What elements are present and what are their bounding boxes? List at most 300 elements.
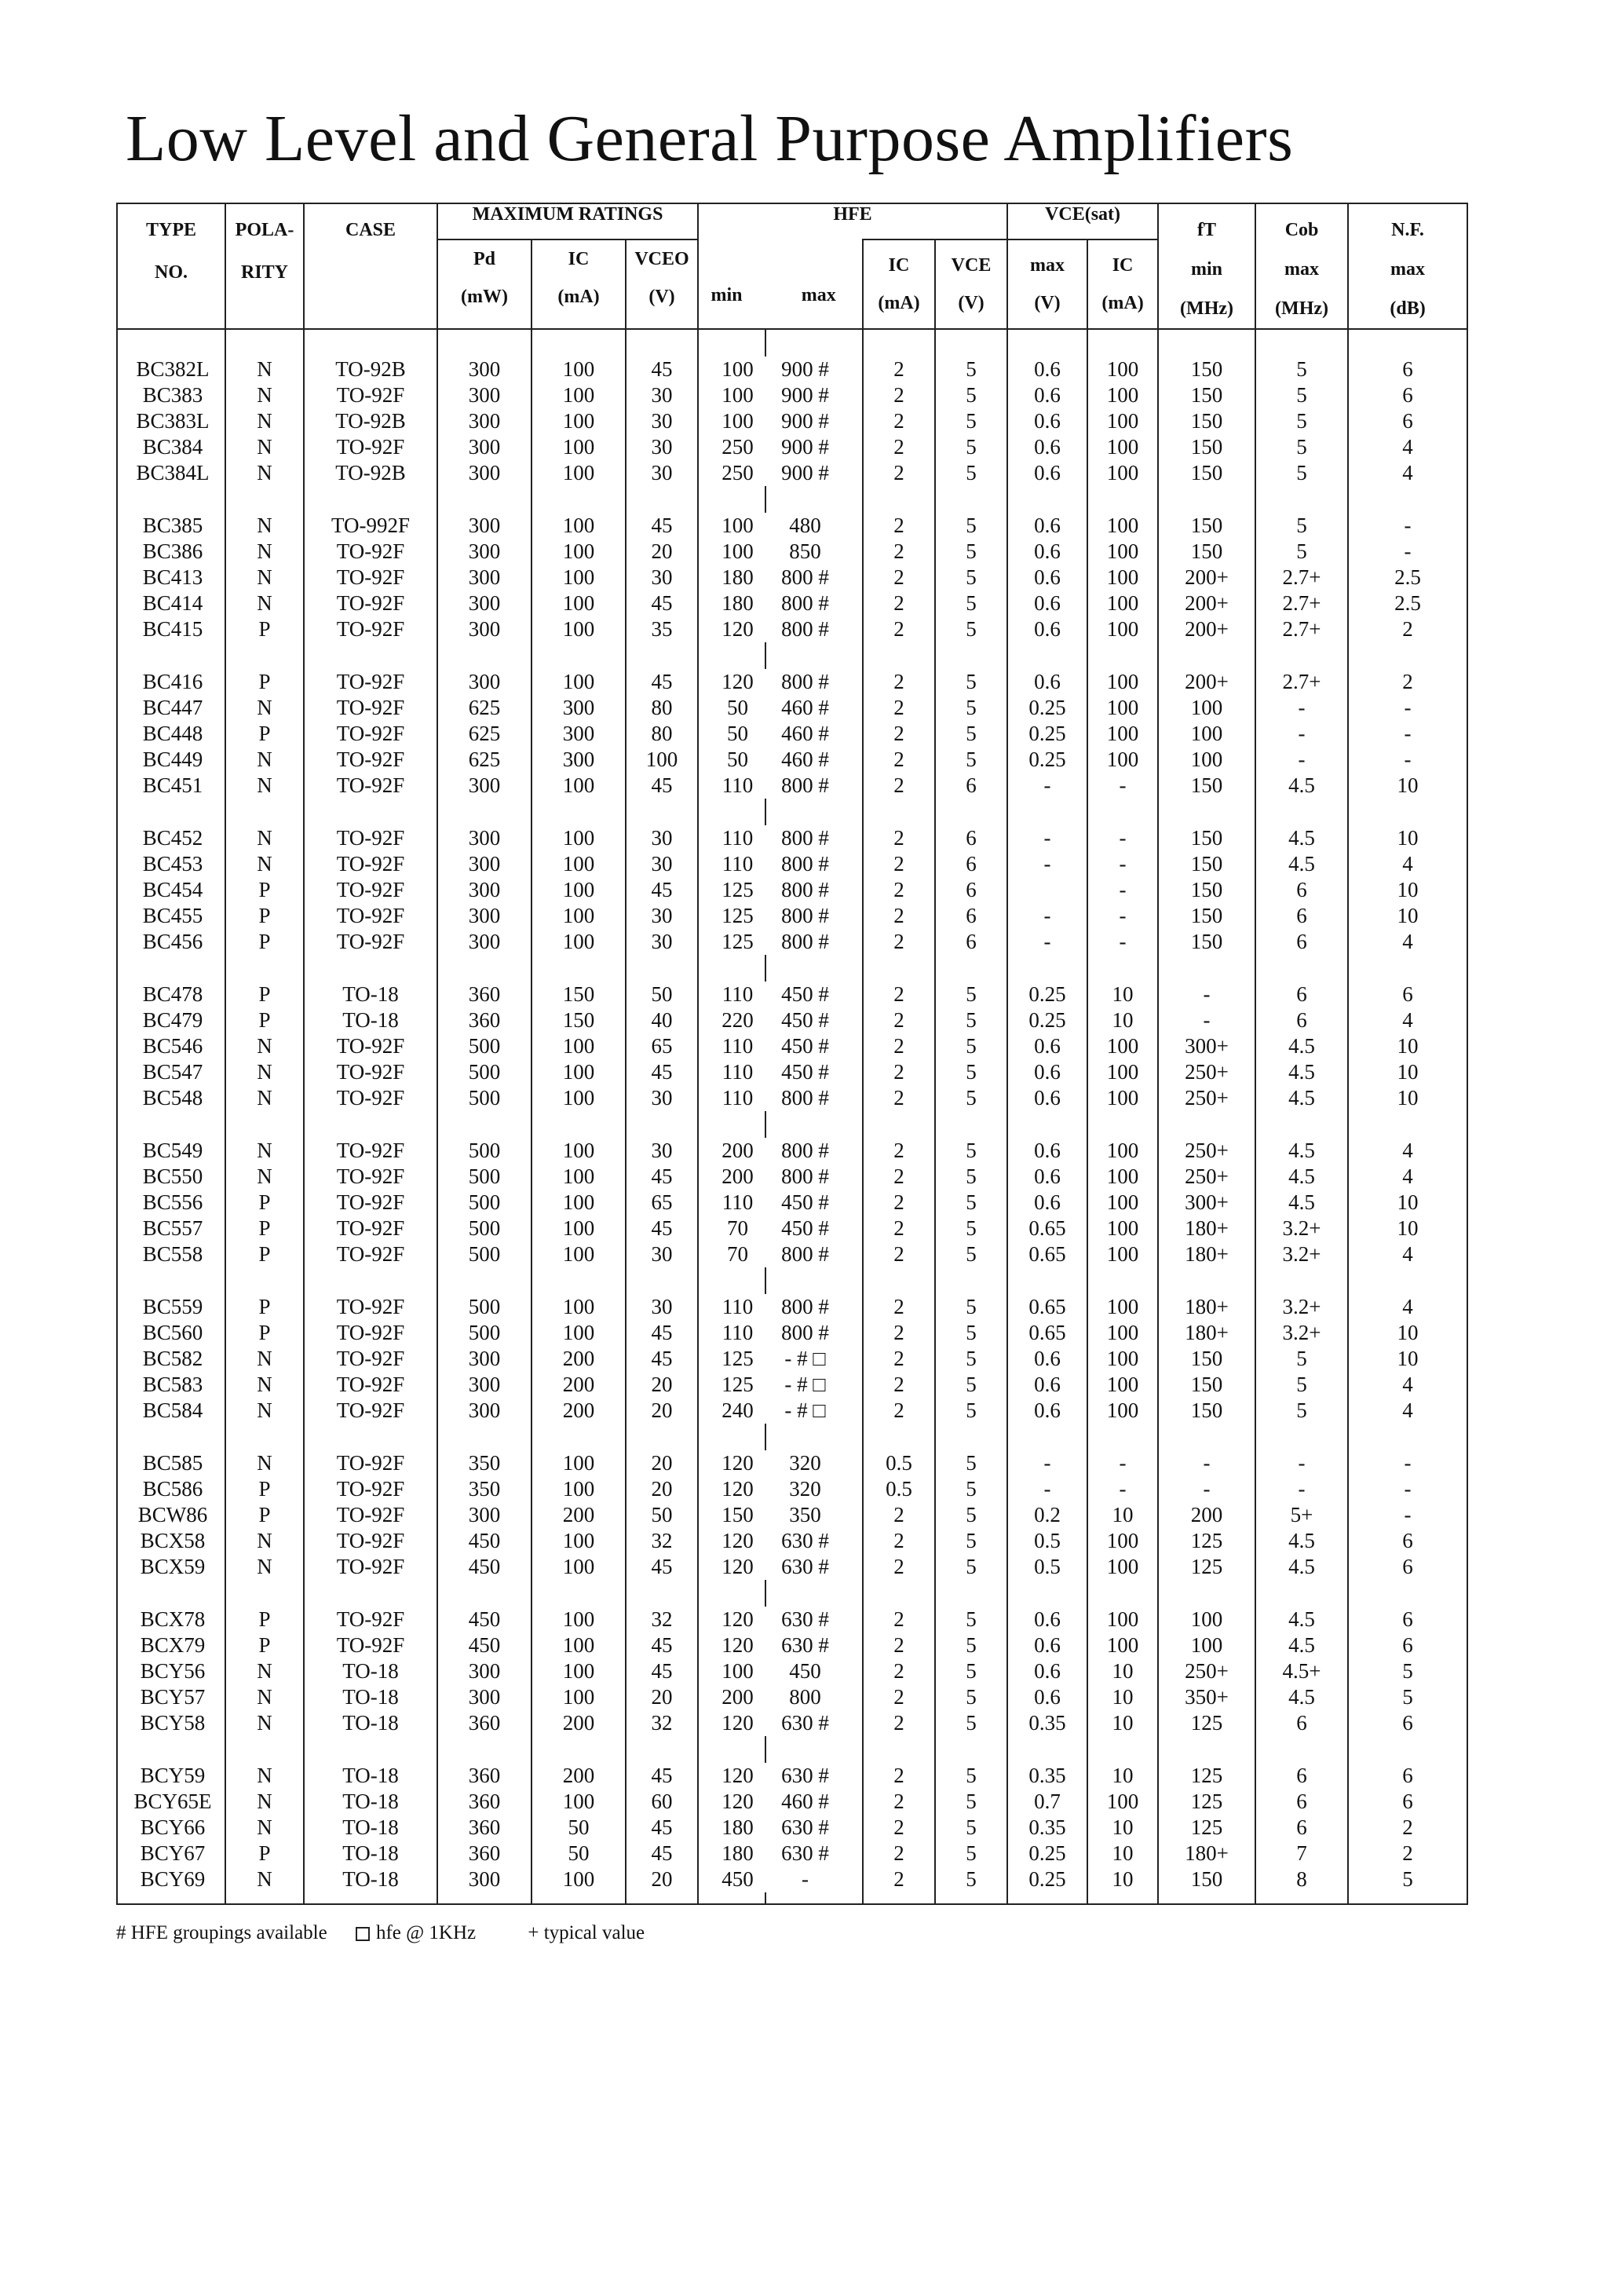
cell-vceo: 45 bbox=[626, 1841, 698, 1866]
spacer-cell bbox=[935, 955, 1007, 982]
cell-hfe-ic: 2 bbox=[863, 460, 935, 486]
cell-ic: 100 bbox=[532, 539, 626, 565]
cell-hfe-max: 480 bbox=[765, 513, 863, 539]
cell-hfe-min: 110 bbox=[698, 773, 765, 799]
cell-pd: 300 bbox=[437, 669, 532, 695]
cell-hfe-max: 450 # bbox=[765, 1059, 863, 1085]
cell-type: BCX58 bbox=[117, 1528, 225, 1554]
cell-polarity: P bbox=[225, 1241, 304, 1267]
spacer-cell bbox=[626, 1580, 698, 1607]
spacer-cell bbox=[1007, 1111, 1087, 1138]
cell-hfe-min: 110 bbox=[698, 1059, 765, 1085]
cell-hfe-min: 250 bbox=[698, 434, 765, 460]
cell-ft: 150 bbox=[1158, 877, 1255, 903]
table-row bbox=[117, 1763, 1467, 1789]
cell-nf: - bbox=[1348, 721, 1467, 747]
cell-vcesat-ic: 100 bbox=[1087, 1216, 1158, 1241]
cell-nf: 10 bbox=[1348, 1190, 1467, 1216]
cell-hfe-max: 800 # bbox=[765, 590, 863, 616]
cell-hfe-max: 800 # bbox=[765, 565, 863, 590]
cell-vcesat-max: - bbox=[1007, 1450, 1087, 1476]
cell-hfe-ic: 2 bbox=[863, 1789, 935, 1815]
cell-hfe-max: 630 # bbox=[765, 1841, 863, 1866]
cell-hfe-max: 900 # bbox=[765, 408, 863, 434]
cell-hfe-ic: 2 bbox=[863, 1138, 935, 1164]
cell-vcesat-ic: 100 bbox=[1087, 1632, 1158, 1658]
cell-case: TO-92F bbox=[304, 1450, 437, 1476]
cell-polarity: N bbox=[225, 747, 304, 773]
cell-type: BC560 bbox=[117, 1320, 225, 1346]
cell-hfe-min: 100 bbox=[698, 513, 765, 539]
cell-hfe-min: 250 bbox=[698, 460, 765, 486]
cell-hfe-ic: 2 bbox=[863, 1164, 935, 1190]
cell-nf: 6 bbox=[1348, 356, 1467, 382]
cell-hfe-max: - # □ bbox=[765, 1346, 863, 1372]
cell-cob: 5 bbox=[1255, 513, 1348, 539]
square-icon bbox=[356, 1927, 370, 1941]
cell-hfe-max: 800 # bbox=[765, 1320, 863, 1346]
spacer-cell bbox=[1255, 799, 1348, 825]
cell-vcesat-ic: 10 bbox=[1087, 1763, 1158, 1789]
spacer-cell bbox=[626, 1892, 698, 1904]
spacer-cell bbox=[304, 1424, 437, 1450]
footer-notes bbox=[116, 1922, 668, 1944]
cell-ic: 100 bbox=[532, 1085, 626, 1111]
cell-nf: 10 bbox=[1348, 825, 1467, 851]
cell-vcesat-ic: 10 bbox=[1087, 1710, 1158, 1736]
spacer-cell bbox=[1158, 799, 1255, 825]
cell-type: BCY66 bbox=[117, 1815, 225, 1841]
cell-nf: 4 bbox=[1348, 434, 1467, 460]
spacer-cell bbox=[1348, 1111, 1467, 1138]
cell-polarity: P bbox=[225, 616, 304, 642]
cell-vcesat-ic: 10 bbox=[1087, 1841, 1158, 1866]
table-row bbox=[117, 1476, 1467, 1502]
table-row bbox=[117, 539, 1467, 565]
cell-vcesat-max: 0.6 bbox=[1007, 1164, 1087, 1190]
cell-ic: 100 bbox=[532, 460, 626, 486]
spacer-cell bbox=[935, 1580, 1007, 1607]
cell-vceo: 30 bbox=[626, 825, 698, 851]
spacer-cell bbox=[765, 329, 863, 356]
cell-vcesat-max: 0.65 bbox=[1007, 1216, 1087, 1241]
cell-hfe-max: 800 # bbox=[765, 825, 863, 851]
spacer-cell bbox=[437, 1267, 532, 1294]
cell-vcesat-max: - bbox=[1007, 825, 1087, 851]
cell-cob: 2.7+ bbox=[1255, 590, 1348, 616]
spacer-cell bbox=[863, 642, 935, 669]
cell-vceo: 100 bbox=[626, 747, 698, 773]
spacer-cell bbox=[117, 329, 225, 356]
cell-ft: 150 bbox=[1158, 851, 1255, 877]
spacer-cell bbox=[1255, 1736, 1348, 1763]
cell-case: TO-92F bbox=[304, 1372, 437, 1398]
spacer-cell bbox=[532, 799, 626, 825]
spacer-cell bbox=[935, 329, 1007, 356]
cell-vcesat-max: 0.35 bbox=[1007, 1763, 1087, 1789]
cell-ft: 150 bbox=[1158, 382, 1255, 408]
spacer-cell bbox=[1007, 486, 1087, 513]
cell-pd: 300 bbox=[437, 408, 532, 434]
cell-case: TO-92F bbox=[304, 616, 437, 642]
cell-cob: 4.5 bbox=[1255, 1607, 1348, 1632]
cell-ic: 200 bbox=[532, 1502, 626, 1528]
cell-nf: 5 bbox=[1348, 1866, 1467, 1892]
cell-pd: 360 bbox=[437, 1710, 532, 1736]
spacer-cell bbox=[304, 1111, 437, 1138]
cell-hfe-max: 450 # bbox=[765, 1033, 863, 1059]
cell-pd: 360 bbox=[437, 1007, 532, 1033]
cell-polarity: P bbox=[225, 669, 304, 695]
cell-hfe-vce: 5 bbox=[935, 1502, 1007, 1528]
cell-hfe-max: 460 # bbox=[765, 1789, 863, 1815]
table-row bbox=[117, 1190, 1467, 1216]
table-row bbox=[117, 1294, 1467, 1320]
group-spacer bbox=[117, 799, 1467, 825]
spacer-cell bbox=[626, 955, 698, 982]
cell-ic: 100 bbox=[532, 1138, 626, 1164]
cell-cob: 2.7+ bbox=[1255, 565, 1348, 590]
cell-cob: 6 bbox=[1255, 982, 1348, 1007]
cell-hfe-min: 110 bbox=[698, 825, 765, 851]
cell-type: BC556 bbox=[117, 1190, 225, 1216]
cell-nf: 6 bbox=[1348, 1710, 1467, 1736]
spacer-cell bbox=[304, 642, 437, 669]
cell-pd: 350 bbox=[437, 1450, 532, 1476]
cell-hfe-ic: 2 bbox=[863, 851, 935, 877]
cell-vcesat-ic: 10 bbox=[1087, 1684, 1158, 1710]
spacer-cell bbox=[117, 799, 225, 825]
cell-ic: 100 bbox=[532, 825, 626, 851]
table-row bbox=[117, 616, 1467, 642]
cell-case: TO-92F bbox=[304, 877, 437, 903]
table-row bbox=[117, 590, 1467, 616]
cell-pd: 350 bbox=[437, 1476, 532, 1502]
cell-ft: 150 bbox=[1158, 408, 1255, 434]
cell-hfe-vce: 6 bbox=[935, 851, 1007, 877]
spacer-cell bbox=[1007, 1424, 1087, 1450]
cell-cob: - bbox=[1255, 747, 1348, 773]
cell-vceo: 45 bbox=[626, 669, 698, 695]
cell-polarity: N bbox=[225, 434, 304, 460]
spacer-cell bbox=[698, 1736, 765, 1763]
cell-pd: 360 bbox=[437, 982, 532, 1007]
cell-vcesat-ic: 100 bbox=[1087, 434, 1158, 460]
cell-vceo: 32 bbox=[626, 1710, 698, 1736]
cell-hfe-vce: 5 bbox=[935, 1164, 1007, 1190]
cell-hfe-ic: 0.5 bbox=[863, 1476, 935, 1502]
table-row bbox=[117, 982, 1467, 1007]
cell-vcesat-max: - bbox=[1007, 929, 1087, 955]
cell-cob: 6 bbox=[1255, 1763, 1348, 1789]
cell-ft: 100 bbox=[1158, 695, 1255, 721]
cell-case: TO-92F bbox=[304, 825, 437, 851]
cell-case: TO-92F bbox=[304, 434, 437, 460]
cell-case: TO-92F bbox=[304, 1216, 437, 1241]
cell-polarity: N bbox=[225, 1398, 304, 1424]
cell-pd: 300 bbox=[437, 356, 532, 382]
cell-vcesat-max: 0.65 bbox=[1007, 1294, 1087, 1320]
table-row bbox=[117, 1554, 1467, 1580]
cell-hfe-ic: 2 bbox=[863, 408, 935, 434]
cell-ft: 150 bbox=[1158, 434, 1255, 460]
cell-pd: 300 bbox=[437, 513, 532, 539]
spacer-cell bbox=[765, 799, 863, 825]
cell-ft: 125 bbox=[1158, 1815, 1255, 1841]
cell-case: TO-92F bbox=[304, 1502, 437, 1528]
cell-ic: 200 bbox=[532, 1710, 626, 1736]
cell-type: BC584 bbox=[117, 1398, 225, 1424]
cell-hfe-max: 630 # bbox=[765, 1815, 863, 1841]
cell-type: BC416 bbox=[117, 669, 225, 695]
cell-polarity: N bbox=[225, 1710, 304, 1736]
cell-pd: 300 bbox=[437, 616, 532, 642]
cell-ft: 180+ bbox=[1158, 1841, 1255, 1866]
cell-type: BC451 bbox=[117, 773, 225, 799]
cell-pd: 300 bbox=[437, 1398, 532, 1424]
cell-type: BCX79 bbox=[117, 1632, 225, 1658]
col-case: CASE bbox=[304, 203, 437, 329]
cell-hfe-min: 180 bbox=[698, 1841, 765, 1866]
cell-ic: 100 bbox=[532, 1241, 626, 1267]
cell-vceo: 30 bbox=[626, 1085, 698, 1111]
cell-hfe-min: 125 bbox=[698, 903, 765, 929]
spacer-cell bbox=[765, 955, 863, 982]
cell-nf: 10 bbox=[1348, 1085, 1467, 1111]
cell-hfe-vce: 5 bbox=[935, 1841, 1007, 1866]
cell-vcesat-max: 0.6 bbox=[1007, 1085, 1087, 1111]
cell-pd: 300 bbox=[437, 1346, 532, 1372]
cell-hfe-ic: 2 bbox=[863, 747, 935, 773]
cell-polarity: P bbox=[225, 1502, 304, 1528]
cell-cob: 4.5 bbox=[1255, 1033, 1348, 1059]
cell-vceo: 45 bbox=[626, 1632, 698, 1658]
cell-case: TO-18 bbox=[304, 1841, 437, 1866]
cell-hfe-ic: 2 bbox=[863, 1398, 935, 1424]
cell-hfe-min: 120 bbox=[698, 1528, 765, 1554]
cell-ft: 180+ bbox=[1158, 1216, 1255, 1241]
cell-case: TO-92F bbox=[304, 669, 437, 695]
cell-nf: 10 bbox=[1348, 1033, 1467, 1059]
cell-pd: 360 bbox=[437, 1763, 532, 1789]
cell-type: BCY57 bbox=[117, 1684, 225, 1710]
cell-case: TO-92F bbox=[304, 565, 437, 590]
cell-vcesat-max: 0.6 bbox=[1007, 408, 1087, 434]
cell-vcesat-max: 0.6 bbox=[1007, 616, 1087, 642]
spacer-cell bbox=[532, 1892, 626, 1904]
cell-polarity: N bbox=[225, 1059, 304, 1085]
spacer-cell bbox=[626, 642, 698, 669]
col-polarity: POLA- RITY bbox=[225, 203, 304, 329]
cell-vceo: 30 bbox=[626, 903, 698, 929]
cell-hfe-ic: 2 bbox=[863, 1190, 935, 1216]
cell-hfe-max: 450 # bbox=[765, 982, 863, 1007]
cell-hfe-min: 180 bbox=[698, 565, 765, 590]
cell-nf: - bbox=[1348, 695, 1467, 721]
cell-vcesat-ic: - bbox=[1087, 903, 1158, 929]
cell-vcesat-max: 0.6 bbox=[1007, 1033, 1087, 1059]
cell-hfe-vce: 5 bbox=[935, 1398, 1007, 1424]
cell-polarity: N bbox=[225, 1658, 304, 1684]
cell-vceo: 20 bbox=[626, 1372, 698, 1398]
cell-type: BC382L bbox=[117, 356, 225, 382]
spacer-cell bbox=[1087, 1580, 1158, 1607]
cell-ic: 300 bbox=[532, 747, 626, 773]
cell-pd: 500 bbox=[437, 1138, 532, 1164]
table-row bbox=[117, 903, 1467, 929]
cell-type: BCX59 bbox=[117, 1554, 225, 1580]
cell-hfe-vce: 6 bbox=[935, 825, 1007, 851]
cell-nf: 2 bbox=[1348, 616, 1467, 642]
spacer-cell bbox=[304, 955, 437, 982]
cell-type: BC415 bbox=[117, 616, 225, 642]
cell-cob: 5 bbox=[1255, 1346, 1348, 1372]
cell-nf: 2 bbox=[1348, 1815, 1467, 1841]
cell-nf: 6 bbox=[1348, 1607, 1467, 1632]
spacer-cell bbox=[863, 799, 935, 825]
cell-cob: - bbox=[1255, 695, 1348, 721]
cell-cob: 4.5 bbox=[1255, 1528, 1348, 1554]
cell-ic: 150 bbox=[532, 1007, 626, 1033]
cell-polarity: N bbox=[225, 460, 304, 486]
spacer-cell bbox=[1087, 1892, 1158, 1904]
cell-hfe-max: 320 bbox=[765, 1450, 863, 1476]
cell-polarity: N bbox=[225, 1763, 304, 1789]
spacer-cell bbox=[1348, 1892, 1467, 1904]
cell-pd: 300 bbox=[437, 590, 532, 616]
cell-hfe-max: - bbox=[765, 1866, 863, 1892]
cell-nf: 10 bbox=[1348, 1346, 1467, 1372]
cell-nf: 4 bbox=[1348, 460, 1467, 486]
cell-vcesat-max: 0.6 bbox=[1007, 590, 1087, 616]
cell-vcesat-ic: 10 bbox=[1087, 1866, 1158, 1892]
cell-ic: 100 bbox=[532, 1033, 626, 1059]
cell-hfe-min: 110 bbox=[698, 1033, 765, 1059]
group-spacer bbox=[117, 1267, 1467, 1294]
cell-hfe-max: 900 # bbox=[765, 356, 863, 382]
cell-vceo: 30 bbox=[626, 929, 698, 955]
table-row bbox=[117, 513, 1467, 539]
spacer-cell bbox=[935, 1892, 1007, 1904]
cell-vcesat-ic: 100 bbox=[1087, 1059, 1158, 1085]
cell-vceo: 80 bbox=[626, 695, 698, 721]
spacer-cell bbox=[1158, 329, 1255, 356]
group-spacer bbox=[117, 1580, 1467, 1607]
cell-case: TO-18 bbox=[304, 1763, 437, 1789]
spacer-cell bbox=[532, 1111, 626, 1138]
cell-vcesat-ic: 100 bbox=[1087, 1398, 1158, 1424]
cell-cob: 4.5 bbox=[1255, 1190, 1348, 1216]
cell-hfe-min: 150 bbox=[698, 1502, 765, 1528]
spacer-cell bbox=[626, 1424, 698, 1450]
cell-polarity: N bbox=[225, 1815, 304, 1841]
spacer-cell bbox=[437, 799, 532, 825]
cell-vcesat-max: 0.25 bbox=[1007, 695, 1087, 721]
cell-nf: 6 bbox=[1348, 382, 1467, 408]
cell-case: TO-92F bbox=[304, 1241, 437, 1267]
cell-ic: 300 bbox=[532, 695, 626, 721]
spacer-cell bbox=[437, 1111, 532, 1138]
cell-vcesat-ic: 100 bbox=[1087, 460, 1158, 486]
spacer-cell bbox=[532, 1580, 626, 1607]
cell-hfe-min: 120 bbox=[698, 1607, 765, 1632]
spacer-cell bbox=[225, 1580, 304, 1607]
cell-case: TO-18 bbox=[304, 1866, 437, 1892]
spacer-cell bbox=[225, 1267, 304, 1294]
cell-vcesat-ic: 100 bbox=[1087, 1320, 1158, 1346]
spacer-cell bbox=[765, 1892, 863, 1904]
cell-hfe-max: 460 # bbox=[765, 695, 863, 721]
cell-cob: 3.2+ bbox=[1255, 1294, 1348, 1320]
cell-ft: 150 bbox=[1158, 1346, 1255, 1372]
cell-vceo: 45 bbox=[626, 1216, 698, 1241]
cell-vcesat-ic: 100 bbox=[1087, 1372, 1158, 1398]
col-hfe: HFE bbox=[698, 203, 1007, 239]
cell-hfe-vce: 5 bbox=[935, 1007, 1007, 1033]
table-row bbox=[117, 1241, 1467, 1267]
cell-vcesat-ic: 100 bbox=[1087, 1554, 1158, 1580]
cell-ic: 100 bbox=[532, 1476, 626, 1502]
cell-hfe-max: 630 # bbox=[765, 1607, 863, 1632]
cell-vcesat-ic: 100 bbox=[1087, 1085, 1158, 1111]
cell-hfe-min: 180 bbox=[698, 590, 765, 616]
cell-case: TO-92F bbox=[304, 1607, 437, 1632]
note-typical: + typical value bbox=[528, 1922, 645, 1943]
cell-ic: 100 bbox=[532, 1554, 626, 1580]
group-spacer bbox=[117, 955, 1467, 982]
cell-nf: 4 bbox=[1348, 1241, 1467, 1267]
cell-vcesat-ic: 100 bbox=[1087, 408, 1158, 434]
cell-pd: 500 bbox=[437, 1216, 532, 1241]
cell-hfe-ic: 2 bbox=[863, 1216, 935, 1241]
cell-pd: 300 bbox=[437, 1684, 532, 1710]
spacer-cell bbox=[765, 1424, 863, 1450]
cell-hfe-vce: 5 bbox=[935, 408, 1007, 434]
cell-case: TO-92B bbox=[304, 460, 437, 486]
amplifier-spec-table bbox=[116, 203, 1468, 1905]
table-row bbox=[117, 721, 1467, 747]
spacer-cell bbox=[117, 1424, 225, 1450]
table-row bbox=[117, 1710, 1467, 1736]
spacer-cell bbox=[935, 642, 1007, 669]
cell-polarity: P bbox=[225, 1632, 304, 1658]
cell-vcesat-max: 0.5 bbox=[1007, 1554, 1087, 1580]
table-row bbox=[117, 747, 1467, 773]
cell-polarity: N bbox=[225, 1346, 304, 1372]
cell-hfe-ic: 2 bbox=[863, 825, 935, 851]
spacer-cell bbox=[304, 1892, 437, 1904]
cell-hfe-vce: 5 bbox=[935, 1190, 1007, 1216]
table-row bbox=[117, 1164, 1467, 1190]
cell-type: BC448 bbox=[117, 721, 225, 747]
cell-hfe-ic: 2 bbox=[863, 1554, 935, 1580]
cell-hfe-max: 800 # bbox=[765, 1138, 863, 1164]
cell-vcesat-ic: 100 bbox=[1087, 1164, 1158, 1190]
cell-type: BCW86 bbox=[117, 1502, 225, 1528]
cell-type: BC385 bbox=[117, 513, 225, 539]
cell-cob: 4.5 bbox=[1255, 851, 1348, 877]
cell-pd: 450 bbox=[437, 1528, 532, 1554]
spacer-cell bbox=[117, 1267, 225, 1294]
cell-hfe-max: 800 # bbox=[765, 903, 863, 929]
spacer-cell bbox=[698, 1892, 765, 1904]
cell-cob: 3.2+ bbox=[1255, 1241, 1348, 1267]
cell-polarity: N bbox=[225, 1684, 304, 1710]
cell-pd: 300 bbox=[437, 877, 532, 903]
cell-ft: - bbox=[1158, 1476, 1255, 1502]
spacer-cell bbox=[1348, 955, 1467, 982]
cell-hfe-ic: 2 bbox=[863, 1528, 935, 1554]
